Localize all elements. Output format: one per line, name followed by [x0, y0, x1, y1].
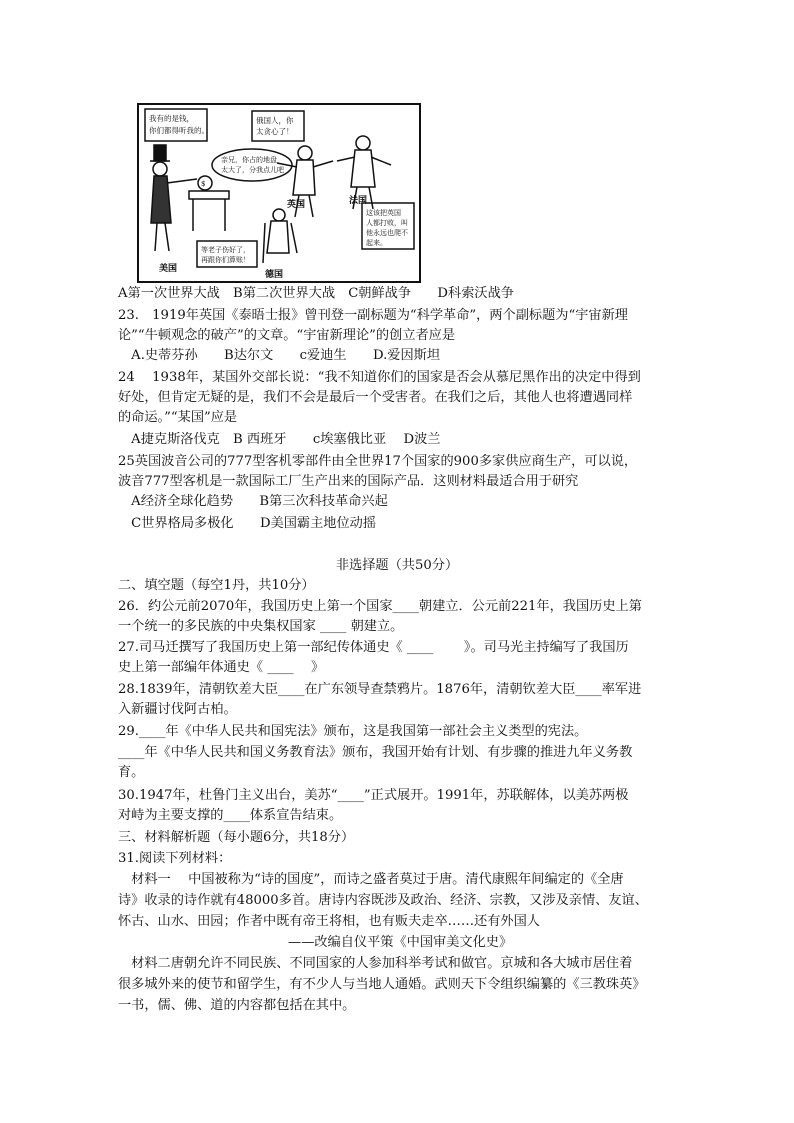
- q23-line-2: 论”“牛顿观念的破产”的文章。“宇宙新理论”的创立者应是: [118, 328, 456, 343]
- q28-line-1: 28.1839年，清朝钦差大臣____在广东领导查禁鸦片。1876年，清朝钦差大臣____率军进: [118, 682, 642, 697]
- material-section-heading: 三、材料解析题（每小题6分，共18分）: [118, 830, 355, 845]
- svg-text:人都打败，叫: 人都打败，叫: [366, 219, 408, 227]
- material-1-line-1: 材料一 中国被称为“诗的国度”，而诗之盛者莫过于唐。清代康熙年间编定的《全唐: [118, 872, 624, 887]
- svg-text:$: $: [201, 180, 206, 188]
- q24-line-1: 24 1938年，某国外交部长说：“我不知道你们的国家是否会从慕尼黑作出的决定中得到: [118, 370, 641, 385]
- material-1-source: ——改编自仪平策《中国审美文化史》: [288, 935, 513, 950]
- material-2-line-2: 很多城外来的使节和留学生，有不少人与当地人通婚。武则天下令组织编纂的《三教珠英》: [118, 977, 646, 992]
- q24-options: A捷克斯洛伐克 B 西班牙 c埃塞俄比亚 D波兰: [118, 432, 441, 447]
- material-2-line-1: 材料二唐朝允许不同民族、不同国家的人参加科举考试和做官。京城和各大城市居住着: [118, 956, 633, 971]
- q24-line-2: 好处，但肯定无疑的是，我们不会是最后一个受害者。在我们之后，其他人也将遭遇同样: [118, 390, 633, 405]
- svg-text:我有的是钱，: 我有的是钱，: [149, 114, 194, 123]
- speech-bubble-5: [197, 241, 257, 267]
- svg-text:俄国人，你: 俄国人，你: [256, 116, 294, 125]
- q25-options-1: A经济全球化趋势 B第三次科技革命兴起: [118, 494, 388, 509]
- q23-options: A.史蒂芬孙 B达尔文 c爱迪生 D.爱因斯坦: [118, 348, 441, 363]
- q24-line-3: 的命运。”“某国”应是: [118, 410, 238, 425]
- svg-text:起来。: 起来。: [366, 239, 387, 247]
- section-title: 非选择题（共50分）: [335, 558, 459, 573]
- q29-line-3: 育。: [118, 765, 145, 780]
- speech-bubble-1: [145, 109, 209, 141]
- q29-line-2: ____年《中华人民共和国义务教育法》颁布，我国开始有计划、有步骤的推进九年义务教: [118, 745, 633, 760]
- q29-line-1: 29.____年《中华人民共和国宪法》颁布，这是我国第一部社会主义类型的宪法。: [118, 724, 588, 739]
- label-france: 法国: [349, 196, 368, 206]
- svg-text:他永远也爬不: 他永远也爬不: [366, 229, 408, 237]
- q25-line-2: 波音777型客机是一款国际工厂生产出来的国际产品．这则材料最适合用于研究: [118, 474, 579, 489]
- q30-line-2: 对峙为主要支撑的____体系宣告结束。: [118, 808, 343, 823]
- svg-text:太贪心了！: 太贪心了！: [256, 127, 294, 136]
- q26-line-2: 一个统一的多民族的中央集权国家 ____ 朝建立。: [118, 619, 404, 634]
- q22-options: A第一次世界大战 B第二次世界大战 C朝鲜战争 D科索沃战争: [118, 286, 514, 301]
- q27-line-2: 史上第一部编年体通史《 ____ 》: [118, 660, 325, 675]
- label-uk: 英国: [287, 200, 306, 210]
- q28-line-2: 入新疆讨伐阿古柏。: [118, 702, 237, 717]
- speech-bubble-4: [362, 203, 414, 249]
- svg-text:你们都得听我的。: 你们都得听我的。: [149, 126, 209, 135]
- material-1-line-2: 诗》收录的诗作就有48000多首。唐诗内容既涉及政治、经济、宗教，又涉及亲情、友谊、: [118, 893, 648, 908]
- q23-line-1: 23. 1919年英国《泰晤士报》曾刊登一副标题为“科学革命”，两个副标题为“宇宙新理: [118, 308, 628, 323]
- label-usa: 美国: [159, 264, 178, 274]
- svg-text:等老子伤好了，: 等老子伤好了，: [201, 246, 250, 254]
- q30-line-1: 30.1947年，杜鲁门主义出台，美苏“____”正式展开。1991年，苏联解体，以美苏两极: [118, 788, 629, 803]
- svg-text:再跟你们算账！: 再跟你们算账！: [201, 256, 250, 264]
- political-cartoon: [137, 103, 421, 283]
- q25-options-2: C世界格局多极化 D美国霸主地位动摇: [118, 516, 377, 531]
- speech-bubble-2: [252, 111, 304, 141]
- speech-bubble-3: [212, 149, 292, 181]
- material-1-line-3: 怀古、山水、田园；作者中既有帝王将相，也有贩夫走卒……还有外国人: [118, 914, 540, 929]
- q31-prompt: 31.阅读下列材料：: [118, 851, 232, 866]
- material-2-line-3: 一书，儒、佛、道的内容都包括在其中。: [118, 998, 356, 1013]
- label-germany: 德国: [265, 270, 284, 280]
- svg-text:亲兄，你占的地盘: 亲兄，你占的地盘: [221, 156, 277, 164]
- fill-section-heading: 二、填空题（每空1丹，共10分）: [118, 578, 315, 593]
- q25-line-1: 25英国波音公司的777型客机零部件由全世界17个国家的900多家供应商生产，可以说，: [118, 454, 638, 469]
- q26-line-1: 26．约公元前2070年，我国历史上第一个国家____朝建立．公元前221年，我国历史上第: [118, 599, 642, 614]
- svg-text:这该把英国: 这该把英国: [366, 209, 401, 217]
- q27-line-1: 27.司马迁撰写了我国历史上第一部纪传体通史《 ____ 》。司马光主持编写了我国历: [118, 640, 629, 655]
- svg-text:太大了，分我点儿吧: 太大了，分我点儿吧: [221, 166, 284, 174]
